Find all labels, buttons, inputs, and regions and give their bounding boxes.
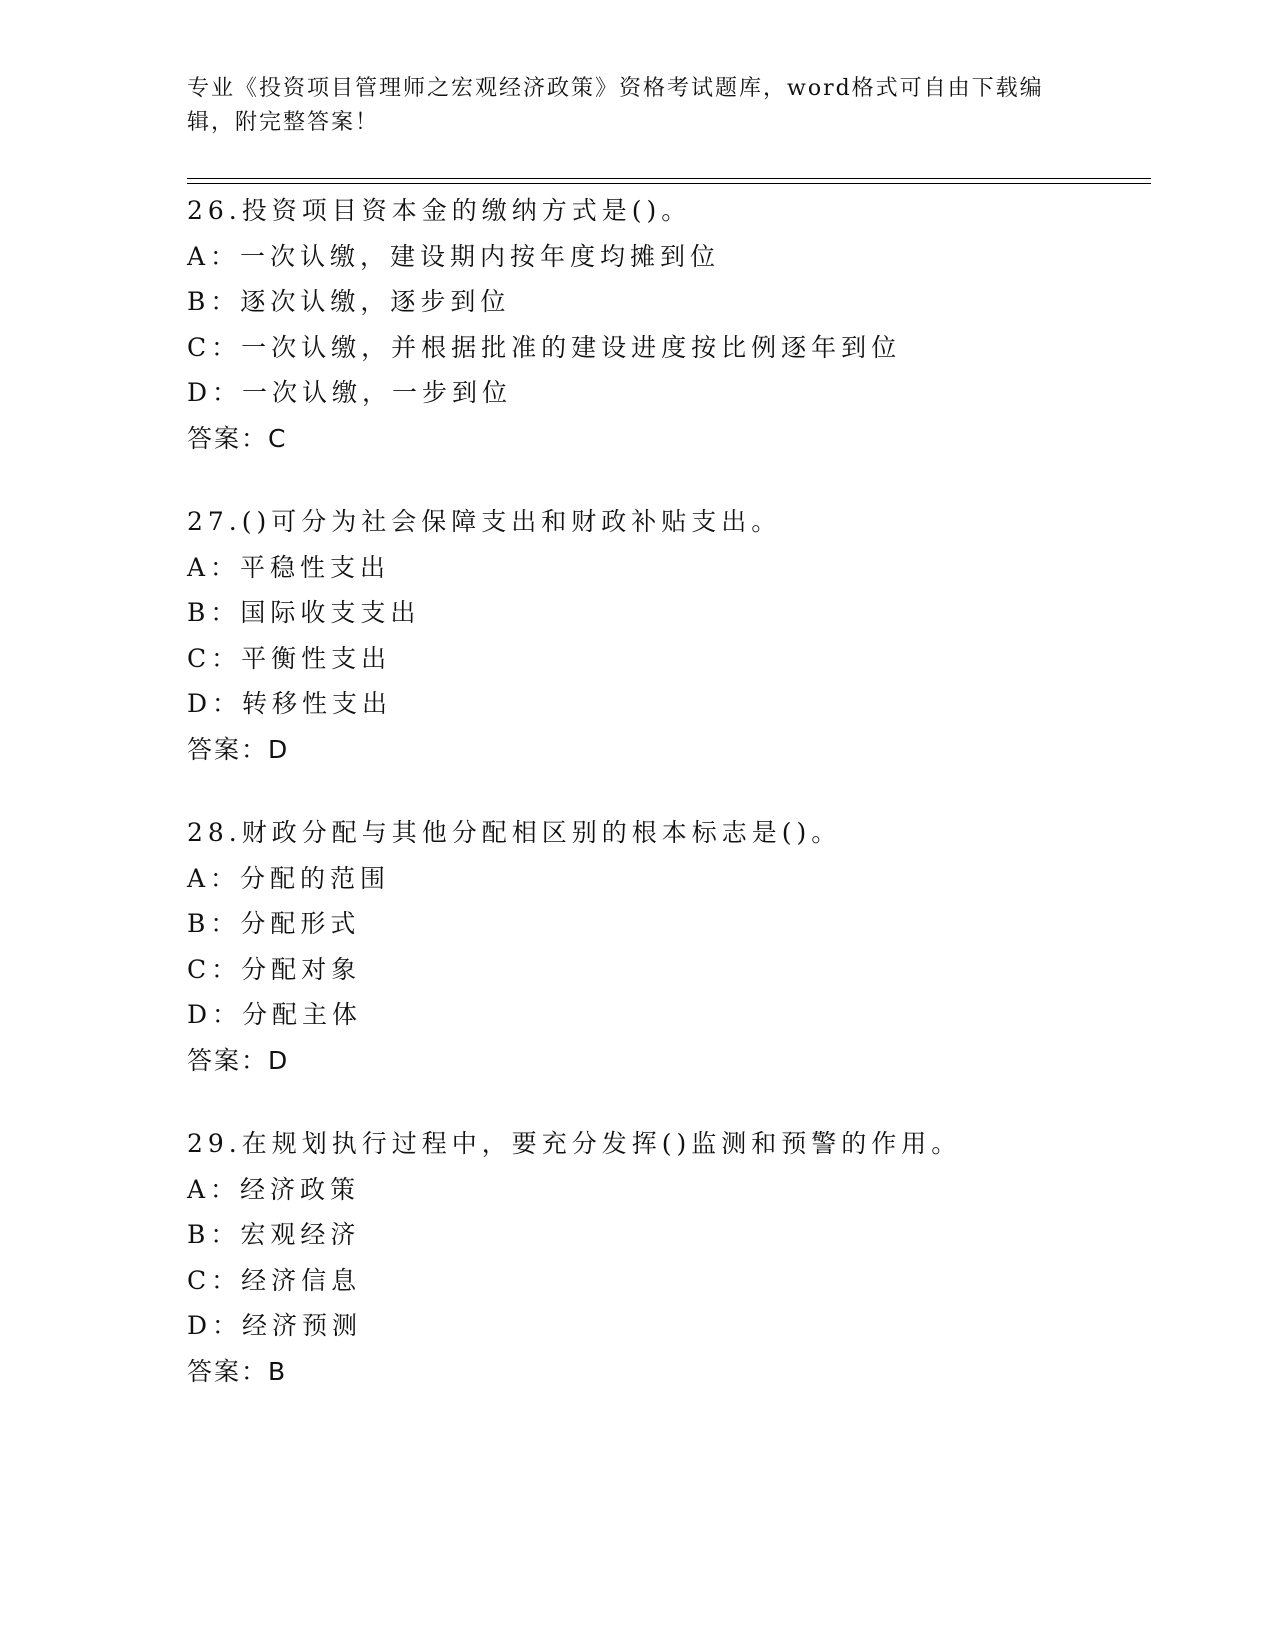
question-29 — [187, 1121, 1147, 1394]
option-d: D：一次认缴，一步到位 — [187, 378, 513, 407]
question-stem: 27.()可分为社会保障支出和财政补贴支出。 — [187, 507, 782, 536]
option-b: B：宏观经济 — [187, 1220, 361, 1249]
option-b: B：国际收支支出 — [187, 598, 421, 627]
question-stem: 26.投资项目资本金的缴纳方式是()。 — [187, 196, 692, 225]
answer-label: 答案：C — [187, 423, 288, 453]
answer-label: 答案：B — [187, 1356, 288, 1386]
option-a: A：一次认缴，建设期内按年度均摊到位 — [187, 241, 721, 271]
option-d: D：经济预测 — [187, 1311, 363, 1340]
option-d: D：转移性支出 — [187, 689, 393, 718]
option-c: C：分配对象 — [187, 954, 362, 984]
document-header: 专业《投资项目管理师之宏观经济政策》资格考试题库，word格式可自由下载编辑，附完整答案！ — [187, 76, 1044, 135]
question-28 — [187, 810, 1147, 1083]
option-c: C：一次认缴，并根据批准的建设进度按比例逐年到位 — [187, 332, 902, 362]
option-c: C：经济信息 — [187, 1265, 362, 1295]
question-stem: 29.在规划执行过程中，要充分发挥()监测和预警的作用。 — [187, 1129, 962, 1158]
option-a: A：经济政策 — [187, 1174, 361, 1204]
option-a: A：平稳性支出 — [187, 552, 391, 582]
option-a: A：分配的范围 — [187, 863, 391, 893]
header-divider — [187, 178, 1151, 184]
answer-label: 答案：D — [187, 734, 290, 764]
question-27 — [187, 499, 1147, 772]
option-b: B：分配形式 — [187, 909, 361, 938]
question-stem: 28.财政分配与其他分配相区别的根本标志是()。 — [187, 818, 842, 847]
question-list — [187, 188, 1147, 1432]
option-b: B：逐次认缴，逐步到位 — [187, 287, 511, 316]
option-c: C：平衡性支出 — [187, 643, 392, 673]
option-d: D：分配主体 — [187, 1000, 363, 1029]
question-26 — [187, 188, 1147, 461]
answer-label: 答案：D — [187, 1045, 290, 1075]
